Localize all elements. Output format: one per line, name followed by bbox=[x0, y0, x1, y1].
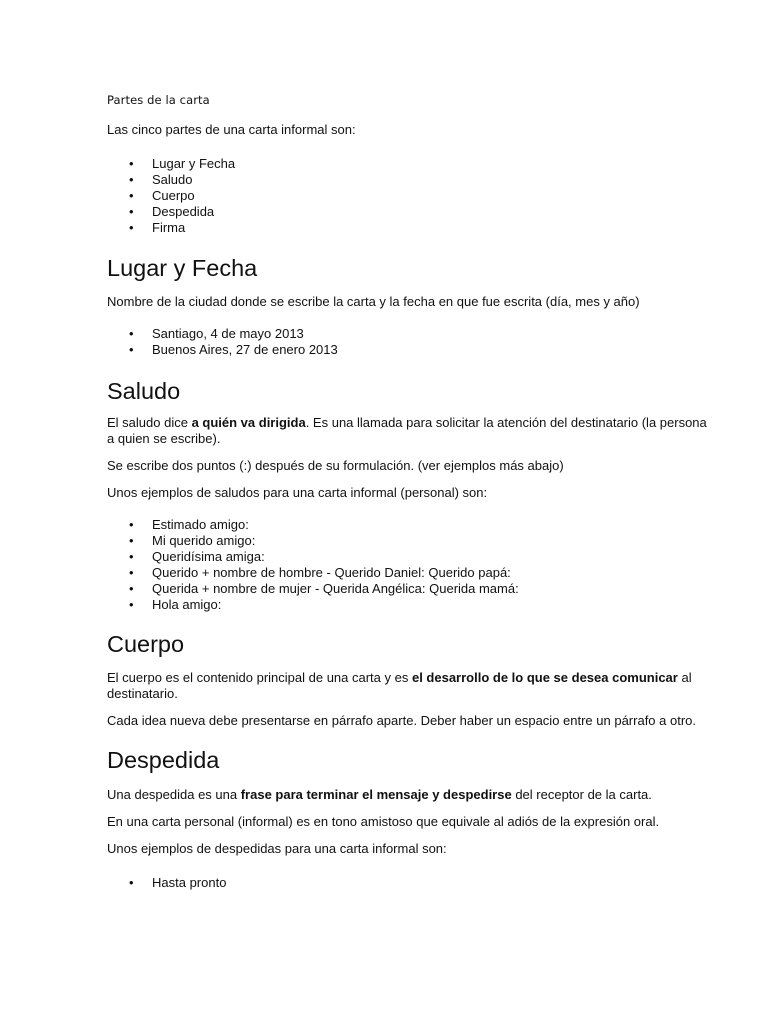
parts-list bbox=[107, 156, 707, 236]
list-item: • Lugar y Fecha bbox=[129, 156, 236, 171]
lugar-examples-list bbox=[107, 326, 707, 358]
list-item: • Santiago, 4 de mayo 2013 bbox=[129, 326, 304, 341]
bullet-icon: • bbox=[129, 326, 134, 341]
list-item: • Querido + nombre de hombre - Querido Daniel: Querido papá: bbox=[129, 565, 511, 580]
bullet-icon: • bbox=[129, 549, 134, 564]
despedida-examples-list bbox=[107, 875, 707, 891]
bullet-icon: • bbox=[129, 597, 134, 612]
intro-paragraph: Las cinco partes de una carta informal son: bbox=[107, 122, 356, 137]
despedida-paragraph-1: Una despedida es una frase para terminar el mensaje y despedirse del receptor de la carta. bbox=[107, 787, 652, 802]
list-item: • Buenos Aires, 27 de enero 2013 bbox=[129, 342, 338, 357]
bullet-icon: • bbox=[129, 342, 134, 357]
heading-despedida: Despedida bbox=[107, 747, 220, 773]
bullet-icon: • bbox=[129, 220, 134, 235]
heading-lugar-fecha: Lugar y Fecha bbox=[107, 255, 258, 281]
list-item: • Firma bbox=[129, 220, 186, 235]
heading-saludo: Saludo bbox=[107, 378, 181, 404]
bullet-icon: • bbox=[129, 875, 134, 890]
saludo-paragraph-3: Unos ejemplos de saludos para una carta informal (personal) son: bbox=[107, 485, 488, 500]
bullet-icon: • bbox=[129, 581, 134, 596]
list-item: • Queridísima amiga: bbox=[129, 549, 265, 564]
despedida-paragraph-3: Unos ejemplos de despedidas para una carta informal son: bbox=[107, 841, 447, 856]
document-title: Partes de la carta bbox=[107, 93, 210, 107]
document-page bbox=[107, 91, 707, 891]
bullet-icon: • bbox=[129, 204, 134, 219]
list-item: • Hasta pronto bbox=[129, 875, 227, 890]
heading-cuerpo: Cuerpo bbox=[107, 631, 185, 657]
saludo-paragraph-1: El saludo dice a quién va dirigida. Es una llamada para solicitar la atención del destinatario (la persona a quien se escribe). bbox=[107, 415, 707, 446]
list-item: • Estimado amigo: bbox=[129, 517, 249, 532]
bullet-icon: • bbox=[129, 517, 134, 532]
list-item: • Hola amigo: bbox=[129, 597, 222, 612]
bullet-icon: • bbox=[129, 172, 134, 187]
list-item: • Saludo bbox=[129, 172, 193, 187]
lugar-description: Nombre de la ciudad donde se escribe la carta y la fecha en que fue escrita (día, mes y año) bbox=[107, 294, 640, 309]
despedida-paragraph-2: En una carta personal (informal) es en tono amistoso que equivale al adiós de la expresión oral. bbox=[107, 814, 660, 829]
cuerpo-paragraph-1: El cuerpo es el contenido principal de una carta y es el desarrollo de lo que se desea comunicar al destinatario. bbox=[107, 670, 692, 701]
bullet-icon: • bbox=[129, 565, 134, 580]
bullet-icon: • bbox=[129, 156, 134, 171]
bullet-icon: • bbox=[129, 533, 134, 548]
cuerpo-paragraph-2: Cada idea nueva debe presentarse en párrafo aparte. Deber haber un espacio entre un párrafo a otro. bbox=[107, 713, 697, 728]
saludo-paragraph-2: Se escribe dos puntos (:) después de su formulación. (ver ejemplos más abajo) bbox=[107, 458, 564, 473]
bullet-icon: • bbox=[129, 188, 134, 203]
list-item: • Querida + nombre de mujer - Querida Angélica: Querida mamá: bbox=[129, 581, 519, 596]
saludo-examples-list bbox=[107, 517, 707, 613]
list-item: • Despedida bbox=[129, 204, 215, 219]
list-item: • Mi querido amigo: bbox=[129, 533, 256, 548]
list-item: • Cuerpo bbox=[129, 188, 195, 203]
